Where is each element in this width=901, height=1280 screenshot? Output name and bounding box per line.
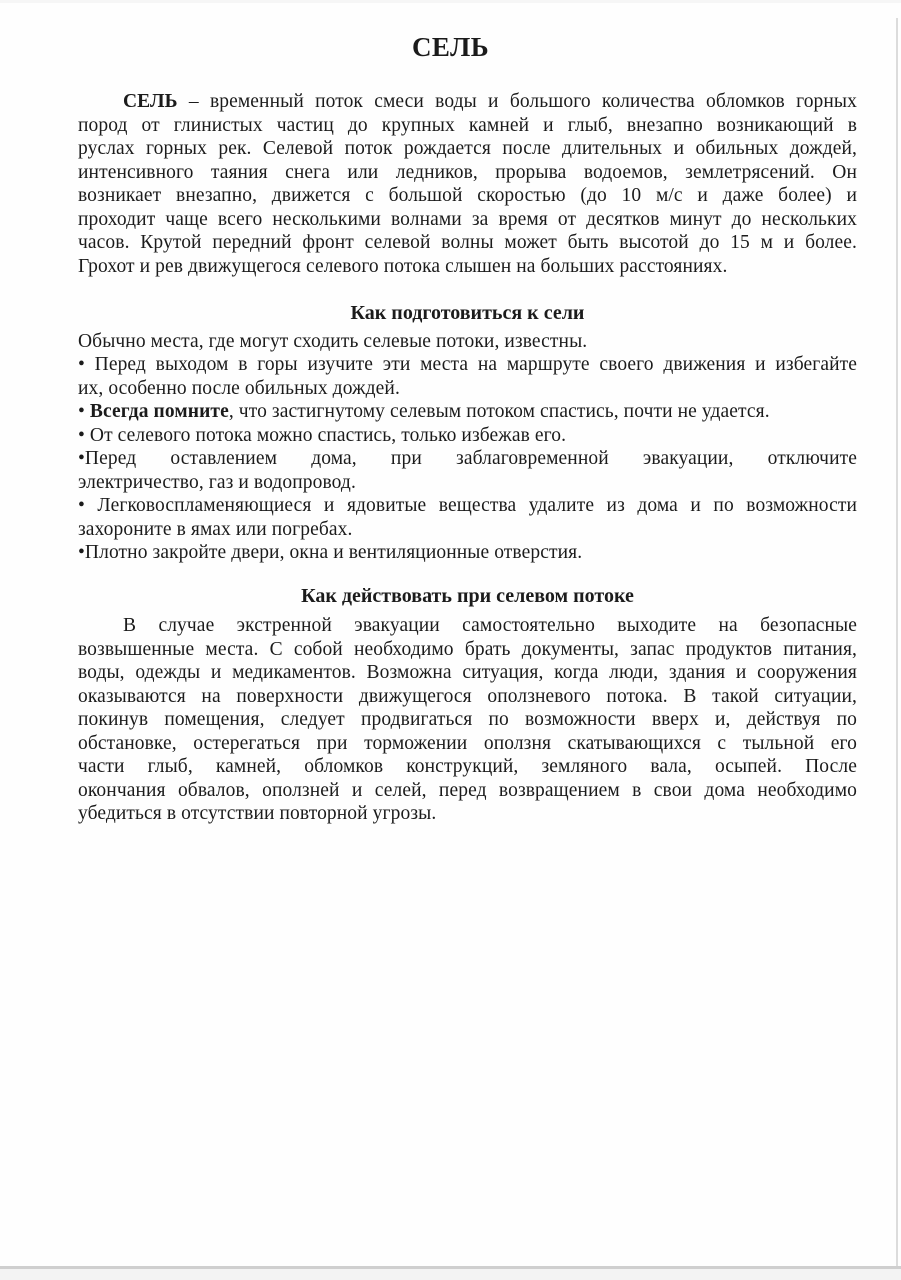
text-line [78,90,857,114]
text: Обычно места, где могут сходить селевые потоки, известны. [78,330,588,352]
text: убедиться в отсутствии повторной угрозы. [78,803,437,824]
bold-text: СЕЛЬ [123,91,178,112]
section-lines [78,330,857,565]
text: • Перед выходом в горы изучите эти места на маршруте своего движения и избегайте [78,354,857,375]
text-line [78,732,857,756]
text: проходит чаще всего несколькими волнами за время от десятков минут до нескольких [78,208,857,230]
document-sections [78,90,857,826]
text-line [78,353,857,377]
text-line [78,161,857,185]
text-line [78,184,857,208]
text: их, особенно после обильных дождей. [78,377,400,399]
text: покинув помещения, следует продвигаться по возможности вверх и, действуя по [78,709,857,730]
text-line [78,255,857,279]
text: интенсивного таяния снега или ледников, прорыва водоемов, землетрясений. Он [78,161,857,183]
text-line [78,114,857,138]
text: обстановке, остерегаться при торможении оползня скатывающихся с тыльной его [78,732,857,754]
text: • [78,401,90,422]
text: •Перед оставлением дома, при заблаговременной эвакуации, отключите [78,448,857,469]
text-line [78,779,857,803]
text-line [78,614,857,638]
text: окончания обвалов, оползней и селей, перед возвращением в свои дома необходимо [78,779,857,801]
section-definition [78,90,857,278]
text: возникает внезапно, движется с большой скоростью (до 10 м/с и даже более) и [78,185,857,206]
text: захороните в ямах или погребах. [78,518,353,540]
document-title: СЕЛЬ [411,32,490,62]
text-line [78,518,857,542]
text: возвышенные места. С собой необходимо брать документы, запас продуктов питания, [78,638,857,660]
text-line [78,231,857,255]
text: воды, одежды и медикаментов. Возможна ситуация, когда люди, здания и сооружения [78,662,857,683]
section-lines [78,614,857,826]
document-content [78,90,857,826]
text: пород от глинистых частиц до крупных камней и глыб, внезапно возникающий в [78,114,857,136]
text: •Плотно закройте двери, окна и вентиляционные отверстия. [78,542,583,563]
text-line [78,330,857,354]
scan-right-edge [896,18,898,1268]
text-line [78,685,857,709]
text-line [78,471,857,495]
section-lines [78,90,857,278]
scan-top-edge [0,0,901,3]
text-line [78,708,857,732]
text: , что застигнутому селевым потоком спастись, почти не удается. [228,401,770,422]
text-line [78,377,857,401]
section-act [78,585,857,826]
text-line [78,541,857,565]
text: оказываются на поверхности движущегося оползневого потока. В такой ситуации, [78,685,857,707]
text-line [78,661,857,685]
text-line [78,755,857,779]
text: • От селевого потока можно спастись, только избежав его. [78,424,567,446]
section-heading: Как подготовиться к сели [350,302,585,324]
text: – временный поток смеси воды и большого количества обломков горных [177,91,857,112]
scan-bottom-margin [0,1269,901,1280]
text-line [78,802,857,826]
text-line [78,447,857,471]
bold-text: Всегда помните [89,401,229,422]
text: В случае экстренной эвакуации самостоятельно выходите на безопасные [123,615,857,636]
text: электричество, газ и водопровод. [78,471,356,493]
text-line [78,424,857,448]
text-line [78,137,857,161]
section-prepare [78,302,857,565]
text-line [78,400,857,424]
text-line [78,494,857,518]
text: руслах горных рек. Селевой поток рождается после длительных и обильных дождей, [78,138,857,159]
text: часов. Крутой передний фронт селевой волны может быть высотой до 15 м и более. [78,232,857,253]
section-heading: Как действовать при селевом потоке [301,584,634,607]
text: части глыб, камней, обломков конструкций, земляного вала, осыпей. После [78,756,857,777]
text-line [78,638,857,662]
text: Грохот и рев движущегося селевого потока слышен на больших расстояниях. [78,255,728,277]
text: • Легковоспламеняющиеся и ядовитые вещества удалите из дома и по возможности [78,495,857,516]
text-line [78,208,857,232]
